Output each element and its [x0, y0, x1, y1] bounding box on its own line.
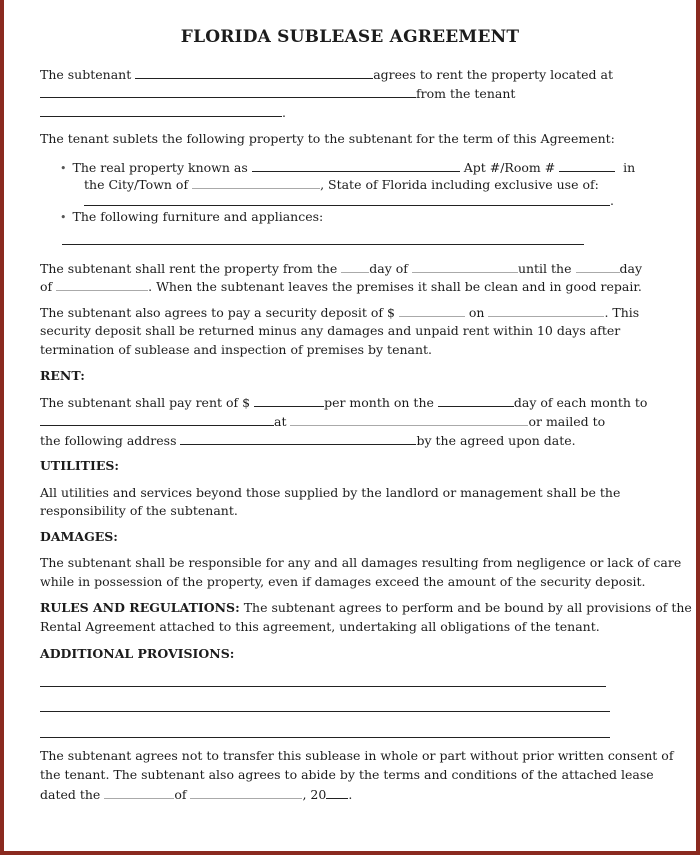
line-final-2: the tenant. The subtenant also agrees to abide by the terms and conditions of the attached lease	[40, 767, 654, 782]
mailing-address-field[interactable]	[180, 432, 416, 445]
line-city	[84, 176, 599, 193]
text: The subtenant agrees to perform and be bound by all provisions of the	[243, 600, 692, 615]
line-damages-1: The subtenant shall be responsible for any and all damages resulting from negligence or lack of care	[40, 555, 682, 570]
start-day-field[interactable]	[341, 260, 369, 273]
text: .	[282, 105, 286, 120]
line-termination: termination of sublease and inspection of premises by tenant.	[40, 342, 433, 357]
text: The subtenant also agrees to pay a security deposit of $	[40, 305, 395, 320]
text: until the	[517, 261, 572, 276]
heading-utilities: UTILITIES:	[40, 458, 120, 473]
apt-room-field[interactable]	[559, 159, 615, 172]
heading-damages: DAMAGES:	[40, 529, 118, 544]
heading-additional-provisions: ADDITIONAL PROVISIONS:	[40, 646, 235, 661]
dated-day-field[interactable]	[104, 786, 174, 799]
line-leaves	[40, 278, 642, 295]
text: . When the subtenant leaves the premises it shall be clean and in good repair.	[148, 279, 642, 294]
text: The subtenant shall pay rent of $	[40, 395, 251, 410]
rent-payee-field[interactable]	[40, 413, 274, 426]
line-final-1: The subtenant agrees not to transfer this sublease in whole or part without prior written consent of	[40, 748, 674, 763]
text: on	[468, 305, 485, 320]
dated-month-field[interactable]	[190, 786, 302, 799]
text: of	[40, 279, 53, 294]
line-utilities-2: responsibility of the subtenant.	[40, 503, 238, 518]
property-address-field[interactable]	[40, 85, 416, 98]
provision-line-2[interactable]	[40, 711, 610, 712]
text: or mailed to	[528, 414, 606, 429]
line-rent-payee	[40, 413, 605, 430]
text: at	[274, 414, 287, 429]
start-month-field[interactable]	[412, 260, 518, 273]
period: .	[610, 193, 614, 208]
deposit-date-field[interactable]	[488, 304, 604, 317]
bullet-real-property	[60, 159, 635, 177]
text: from the tenant	[416, 86, 516, 101]
line-deposit	[40, 304, 639, 321]
property-known-as-field[interactable]	[252, 159, 460, 172]
text: day of each month to	[513, 395, 648, 410]
text: The real property known as	[72, 160, 248, 175]
furniture-field[interactable]	[62, 244, 584, 245]
line-deposit-return: security deposit shall be returned minus any damages and unpaid rent within 10 days after	[40, 323, 621, 338]
provision-line-3[interactable]	[40, 737, 610, 738]
dated-year-field[interactable]	[326, 786, 348, 799]
text: The subtenant shall rent the property from the	[40, 261, 338, 276]
line-tenant	[40, 104, 286, 121]
line-rules-2: Rental Agreement attached to this agreement, undertaking all obligations of the tenant.	[40, 619, 600, 634]
rent-location-field[interactable]	[290, 413, 528, 426]
heading-rent: RENT:	[40, 368, 85, 383]
line-property	[40, 85, 515, 102]
city-field[interactable]	[192, 176, 320, 189]
text: the City/Town of	[84, 177, 189, 192]
exclusive-use-field[interactable]	[84, 205, 610, 206]
text: The subtenant	[40, 67, 132, 82]
end-day-field[interactable]	[576, 260, 620, 273]
line-sublets: The tenant sublets the following property to the subtenant for the term of this Agreement:	[40, 131, 615, 146]
line-subtenant	[40, 66, 613, 83]
text: day of	[369, 261, 408, 276]
text: the following address	[40, 433, 177, 448]
text: , 20	[302, 787, 327, 802]
line-rent-address	[40, 432, 576, 449]
text: agrees to rent the property located at	[373, 67, 614, 82]
text: . This	[604, 305, 640, 320]
text: by the agreed upon date.	[416, 433, 576, 448]
bullet-icon: •	[60, 162, 67, 175]
rent-due-day-field[interactable]	[438, 394, 514, 407]
provision-line-1[interactable]	[40, 686, 606, 687]
text: , State of Florida including exclusive use of:	[320, 177, 599, 192]
bullet-icon: •	[60, 211, 67, 224]
text: Apt #/Room #	[463, 160, 556, 175]
line-rent-from	[40, 260, 642, 277]
text: per month on the	[324, 395, 434, 410]
text: .	[348, 787, 353, 802]
text: The following furniture and appliances:	[72, 209, 324, 224]
text: of	[174, 787, 187, 802]
document-title: FLORIDA SUBLEASE AGREEMENT	[180, 27, 520, 47]
line-dated	[40, 786, 352, 803]
end-month-field[interactable]	[56, 278, 148, 291]
heading-rules: RULES AND REGULATIONS:	[40, 600, 240, 615]
rent-amount-field[interactable]	[254, 394, 324, 407]
line-rent-amount	[40, 394, 647, 411]
subtenant-name-field[interactable]	[135, 66, 373, 79]
line-damages-2: while in possession of the property, even if damages exceed the amount of the security deposit.	[40, 574, 646, 589]
bullet-furniture	[60, 209, 323, 226]
tenant-name-field[interactable]	[40, 104, 282, 117]
text: day	[619, 261, 643, 276]
text: in	[623, 160, 636, 175]
line-rules-1	[40, 600, 692, 616]
line-utilities-1: All utilities and services beyond those supplied by the landlord or management shall be the	[40, 485, 621, 500]
text: dated the	[40, 787, 101, 802]
deposit-amount-field[interactable]	[399, 304, 465, 317]
